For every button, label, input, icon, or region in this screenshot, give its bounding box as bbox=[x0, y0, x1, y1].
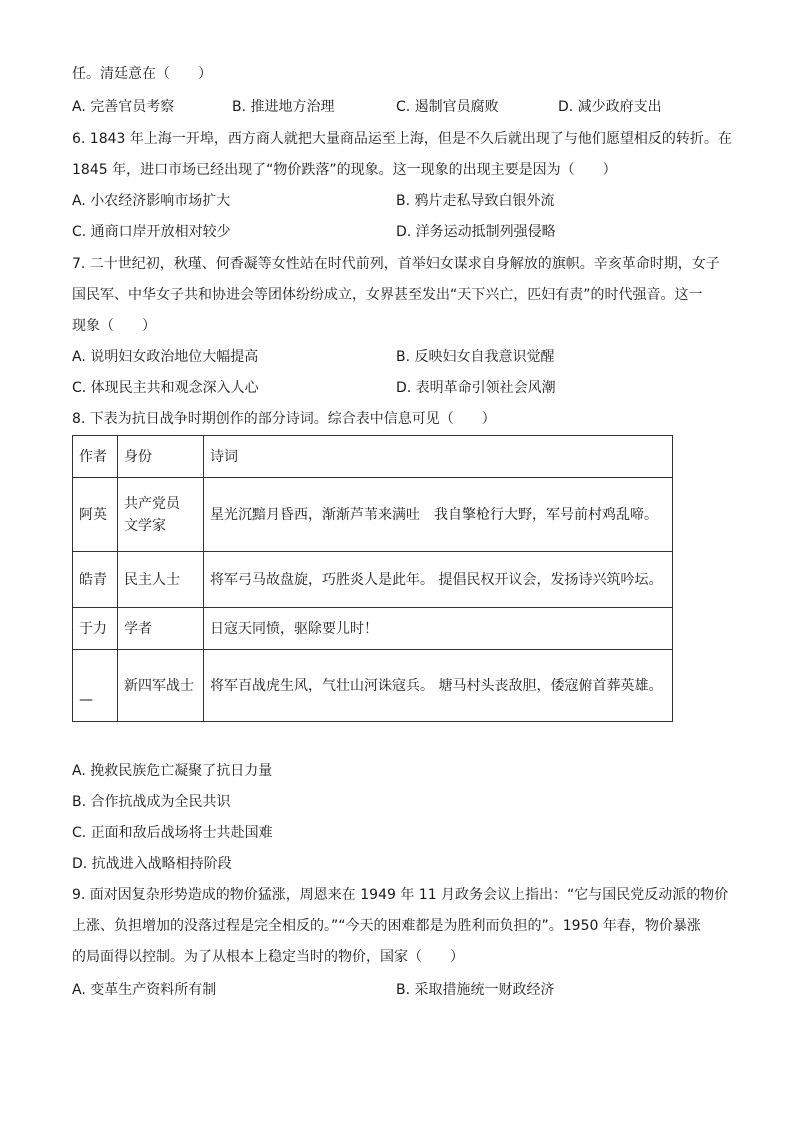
q7-stem-line1: 7. 二十世纪初，秋瑾、何香凝等女性站在时代前列，首举妇女谋求自身解放的旗帜。辛亥革命时期，女子 bbox=[72, 256, 720, 272]
cell-poem: 将军弓马故盘旋，巧胜炎人是此年。 提倡民权开议会，发扬诗兴筑吟坛。 bbox=[204, 552, 673, 608]
header-author: 作者 bbox=[73, 436, 118, 478]
table-header-row bbox=[73, 436, 673, 478]
table-row bbox=[73, 650, 673, 722]
cell-author: 皓青 bbox=[73, 552, 118, 608]
q6-stem-line1: 6. 1843 年上海一开埠，西方商人就把大量商品运至上海，但是不久后就出现了与他们愿望相反的转折。在 bbox=[72, 131, 732, 147]
q7-option-c: C. 体现民主共和观念深入人心 bbox=[72, 380, 259, 396]
q7-stem-line3: 现象（ ） bbox=[72, 318, 156, 334]
q5-option-a: A. 完善官员考察 bbox=[72, 99, 175, 115]
cell-poem: 日寇天同愤，驱除要儿时！ bbox=[204, 608, 673, 650]
q8-option-c: C. 正面和敌后战场将士共赴国难 bbox=[72, 825, 273, 841]
cell-poem: 星光沉黯月昏西，渐渐芦苇来满吐 我自擎枪行大野，军号前村鸡乱啼。 bbox=[204, 478, 673, 552]
q6-option-a: A. 小农经济影响市场扩大 bbox=[72, 193, 231, 209]
q7-option-d: D. 表明革命引领社会风潮 bbox=[396, 380, 556, 396]
q5-option-b: B. 推进地方治理 bbox=[232, 99, 335, 115]
cell-role: 民主人士 bbox=[118, 552, 204, 608]
table-row bbox=[73, 478, 673, 552]
q5-stem-tail: 任。清廷意在（ ） bbox=[72, 66, 212, 82]
q6-option-d: D. 洋务运动抵制列强侵略 bbox=[396, 224, 556, 240]
q9-option-a: A. 变革生产资料所有制 bbox=[72, 982, 217, 998]
poems-table bbox=[72, 435, 673, 722]
cell-poem: 将军百战虎生风，气壮山河诛寇兵。 塘马村头丧敌胆，倭寇俯首葬英雄。 bbox=[204, 650, 673, 722]
cell-author: 阿英 bbox=[73, 478, 118, 552]
q9-option-b: B. 采取措施统一财政经济 bbox=[396, 982, 555, 998]
header-poem: 诗词 bbox=[204, 436, 673, 478]
q5-option-c: C. 遏制官员腐败 bbox=[396, 99, 499, 115]
cell-role: 新四军战士 bbox=[118, 650, 204, 722]
cell-author: — bbox=[73, 650, 118, 722]
q8-stem: 8. 下表为抗日战争时期创作的部分诗词。综合表中信息可见（ ） bbox=[72, 411, 496, 427]
cell-role bbox=[118, 478, 204, 552]
q7-option-a: A. 说明妇女政治地位大幅提高 bbox=[72, 349, 259, 365]
table-row bbox=[73, 552, 673, 608]
cell-role-line: 共产党员 bbox=[124, 495, 180, 512]
table-row bbox=[73, 608, 673, 650]
q6-option-b: B. 鸦片走私导致白银外流 bbox=[396, 193, 555, 209]
q9-stem-line3: 的局面得以控制。为了从根本上稳定当时的物价，国家（ ） bbox=[72, 949, 464, 965]
q8-option-d: D. 抗战进入战略相持阶段 bbox=[72, 856, 232, 872]
q6-stem-line2: 1845 年，进口市场已经出现了“物价跌落”的现象。这一现象的出现主要是因为（ ） bbox=[72, 162, 617, 178]
cell-role-line: 文学家 bbox=[124, 517, 166, 534]
q5-option-d: D. 减少政府支出 bbox=[558, 99, 662, 115]
q9-stem-line1: 9. 面对因复杂形势造成的物价猛涨，周恩来在 1949 年 11 月政务会议上指出：“它与国民党反动派的物价 bbox=[72, 887, 729, 903]
cell-role: 学者 bbox=[118, 608, 204, 650]
cell-author: 于力 bbox=[73, 608, 118, 650]
header-role: 身份 bbox=[118, 436, 204, 478]
q6-option-c: C. 通商口岸开放相对较少 bbox=[72, 224, 231, 240]
q7-option-b: B. 反映妇女自我意识觉醒 bbox=[396, 349, 555, 365]
q8-option-a: A. 挽救民族危亡凝聚了抗日力量 bbox=[72, 763, 273, 779]
q7-stem-line2: 国民军、中华女子共和协进会等团体纷纷成立，女界甚至发出“天下兴亡，匹妇有责”的时代强音。这一 bbox=[72, 287, 703, 303]
q8-option-b: B. 合作抗战成为全民共识 bbox=[72, 794, 231, 810]
q9-stem-line2: 上涨、负担增加的没落过程是完全相反的。”“今天的困难都是为胜利而负担的”。1950 年春，物价暴涨 bbox=[72, 918, 701, 934]
